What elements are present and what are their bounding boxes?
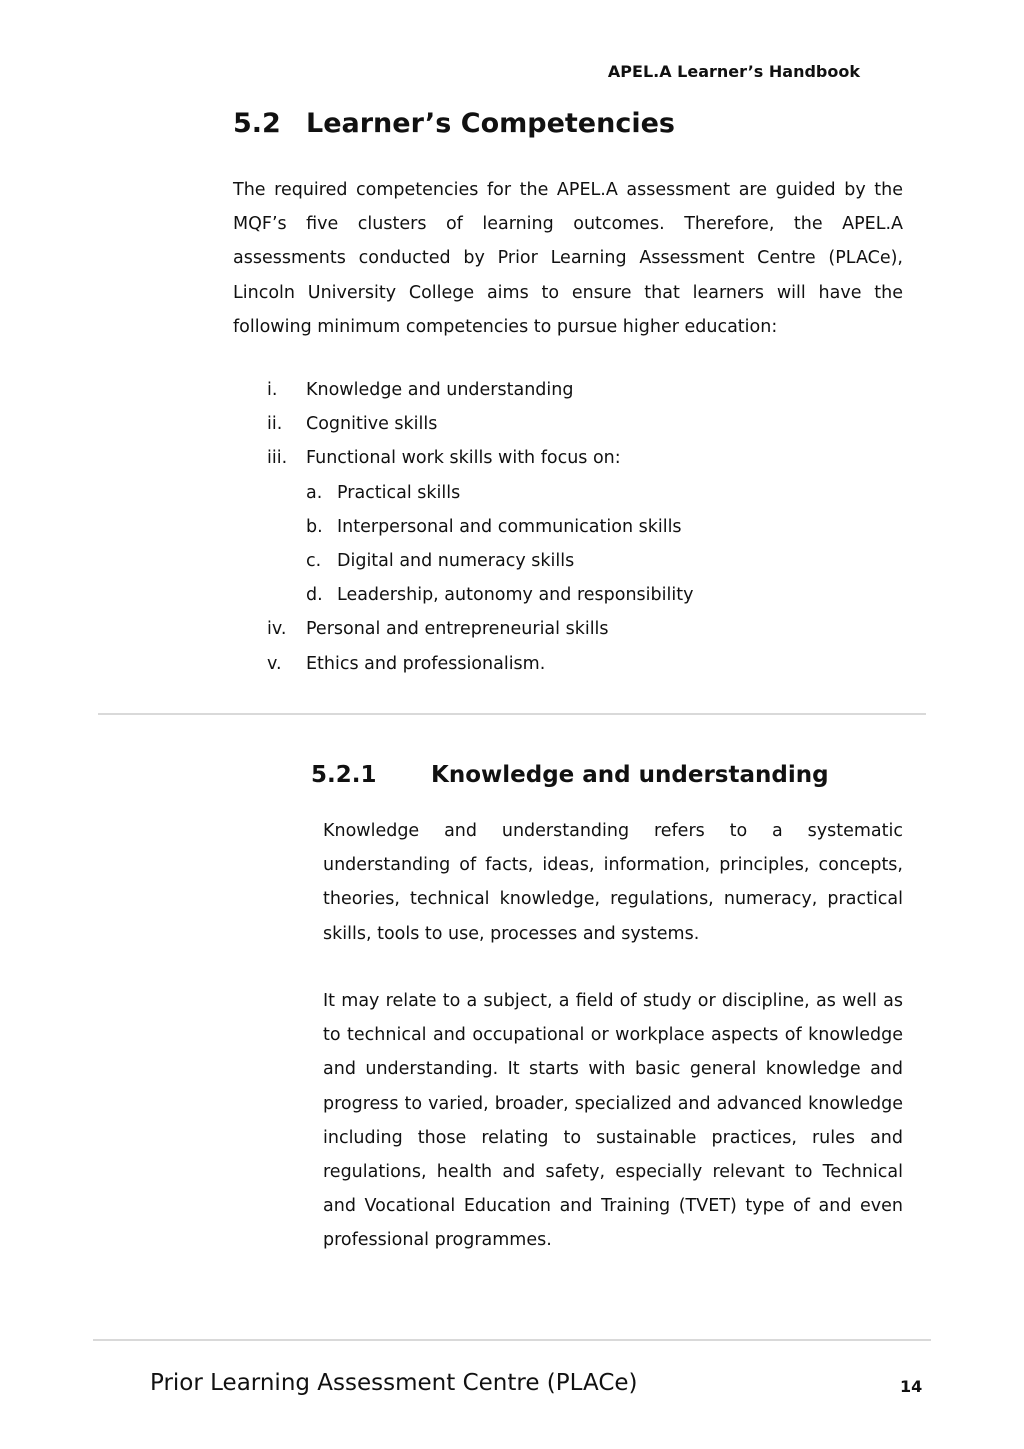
list-item-text: Practical skills <box>337 482 461 503</box>
section-divider <box>98 713 926 715</box>
section-title: Learner’s Competencies <box>306 108 675 139</box>
list-subitem <box>233 510 913 544</box>
list-item-text: Personal and entrepreneurial skills <box>306 619 609 640</box>
list-item-text: Digital and numeracy skills <box>337 550 575 571</box>
list-marker: ii. <box>267 414 283 435</box>
list-marker: b. <box>306 516 323 537</box>
list-item-text: Leadership, autonomy and responsibility <box>337 585 694 606</box>
subsection-paragraph-2: It may relate to a subject, a field of study or discipline, as well as to technical and occupational or workplace aspects of knowledge and understanding. It starts with basic general knowledge and progress to varied, broader, specialized and advanced knowledge including those relating to sustainable practices, rules and regulations, health and safety, especially relevant to Technical and Vocational Education and Training (TVET) type of and even professional programmes. <box>323 991 903 1251</box>
section-heading <box>233 108 675 139</box>
list-item <box>233 407 913 441</box>
list-item <box>233 373 913 407</box>
list-item <box>233 647 913 681</box>
list-subitem <box>233 476 913 510</box>
subsection-paragraph-1: Knowledge and understanding refers to a systematic understanding of facts, ideas, information, principles, concepts, theories, technical knowledge, regulations, numeracy, practical skills, tools to use, processes and systems. <box>323 821 903 944</box>
list-marker: d. <box>306 585 323 606</box>
list-item-text: Functional work skills with focus on: <box>306 448 621 469</box>
list-marker: i. <box>267 380 278 400</box>
list-subitem <box>233 578 913 612</box>
list-item-text: Cognitive skills <box>306 414 438 435</box>
list-item <box>233 441 913 475</box>
list-item-text: Ethics and professionalism. <box>306 653 546 674</box>
list-marker: iii. <box>267 448 288 469</box>
list-marker: a. <box>306 482 323 503</box>
section-number: 5.2 <box>233 108 281 139</box>
list-marker: v. <box>267 653 282 674</box>
section-intro-paragraph: The required competencies for the APEL.A assessment are guided by the MQF’s five clusters of learning outcomes. Therefore, the APEL.A assessments conducted by Prior Learning Assessment Centre (PLACe), Lincoln University College aims to ensure that learners will have the following minimum competencies to pursue higher education: <box>233 180 903 337</box>
footer-divider <box>93 1339 931 1341</box>
list-item-text: Interpersonal and communication skills <box>337 516 682 537</box>
competency-list <box>233 373 913 681</box>
page-number: 14 <box>900 1377 923 1396</box>
subsection-title: Knowledge and understanding <box>431 762 829 788</box>
subsection-heading <box>311 762 829 788</box>
list-marker: c. <box>306 550 322 571</box>
list-marker: iv. <box>267 619 287 640</box>
footer-organization: Prior Learning Assessment Centre (PLACe) <box>150 1370 638 1396</box>
running-header: APEL.A Learner’s Handbook <box>607 62 860 81</box>
subsection-number: 5.2.1 <box>311 762 377 788</box>
list-item <box>233 612 913 646</box>
list-subitem <box>233 544 913 578</box>
list-item-text: Knowledge and understanding <box>306 380 574 400</box>
